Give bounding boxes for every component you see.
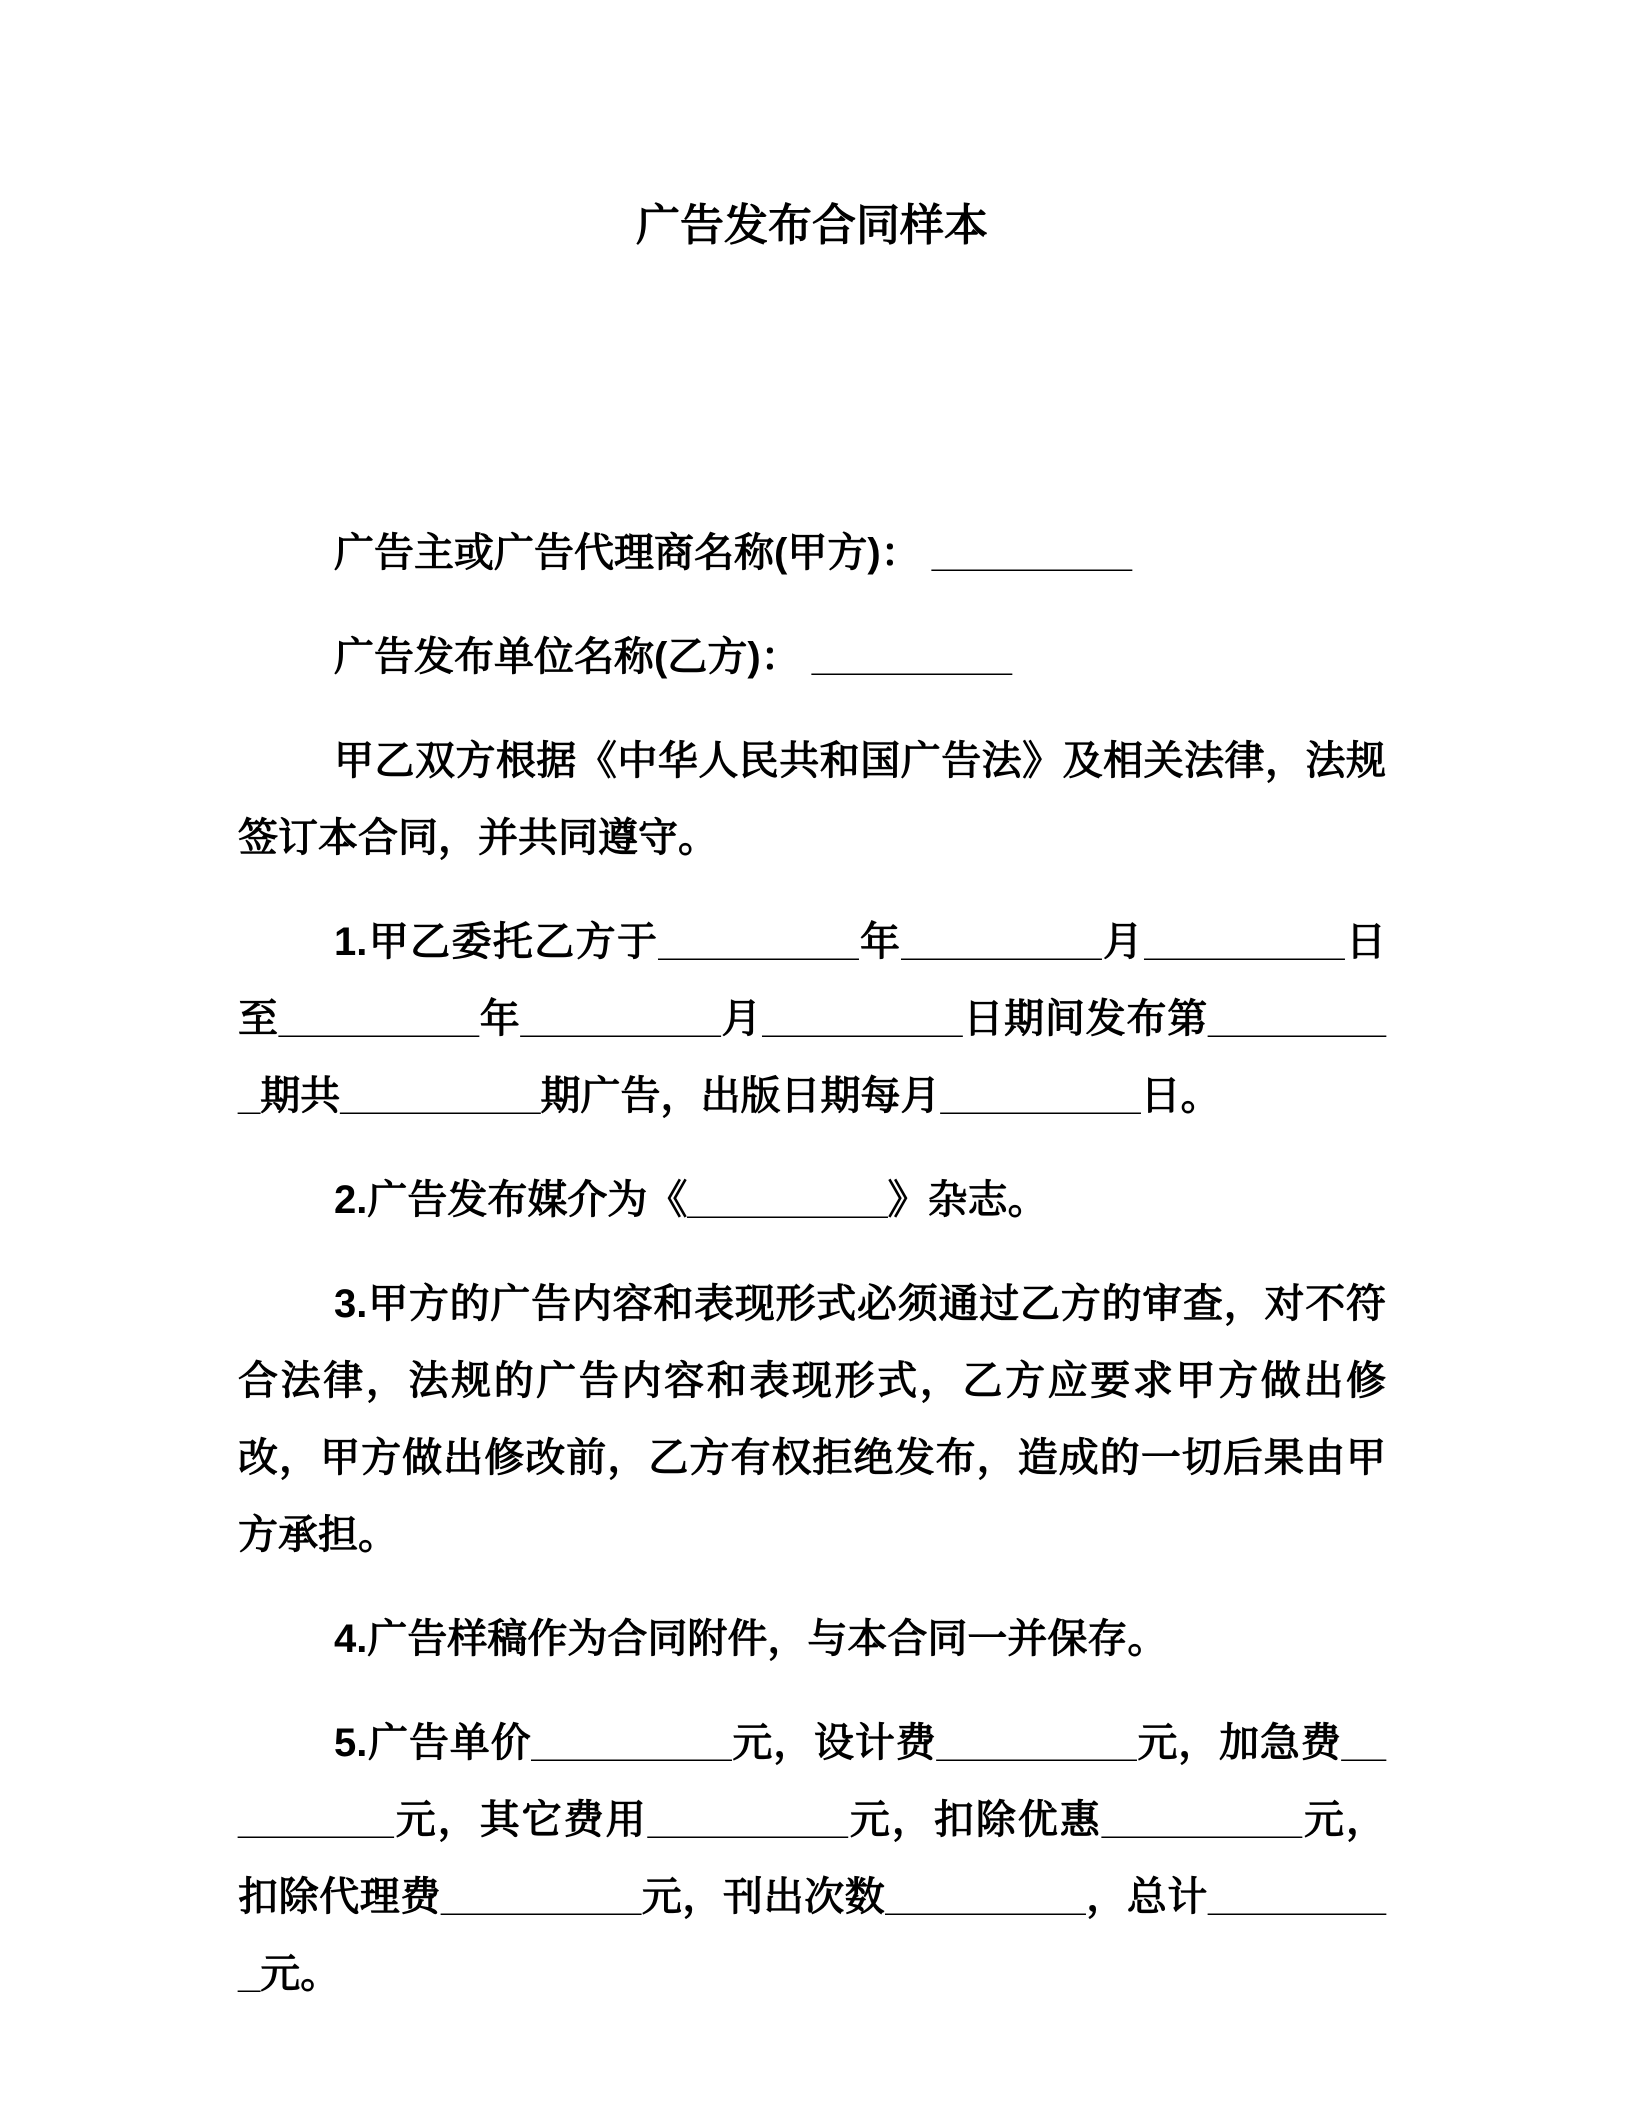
paragraph-clause-3-review: 3.甲方的广告内容和表现形式必须通过乙方的审查，对不符合法律，法规的广告内容和表现形式，乙方应要求甲方做出修改，甲方做出修改前，乙方有权拒绝发布，造成的一切后果由甲方承担。 (238, 1281, 1386, 1557)
paragraph-clause-5-fees: 5.广告单价_________元，设计费_________元，加急费_________元，其它费用_________元，扣除优惠_________元，扣除代理费_________元，刊出次数_________，总计_________元。 (238, 1720, 1386, 1996)
paragraph-party-a-name: 广告主或广告代理商名称(甲方)： _________ (334, 530, 1132, 575)
paragraph-clause-4-sample-attachment: 4.广告样稿作为合同附件，与本合同一并保存。 (334, 1616, 1168, 1661)
document-title: 广告发布合同样本 (636, 201, 988, 250)
paragraph-clause-2-medium: 2.广告发布媒介为《_________》杂志。 (334, 1177, 1048, 1222)
paragraph-clause-1-schedule: 1.甲乙委托乙方于_________年_________月_________日至_________年_________月_________日期间发布第_________期共_________期广告，出版日期每月_________日。 (238, 919, 1386, 1118)
paragraph-preamble: 甲乙双方根据《中华人民共和国广告法》及相关法律，法规签订本合同，并共同遵守。 (238, 738, 1386, 860)
paragraph-party-b-name: 广告发布单位名称(乙方)： _________ (334, 634, 1012, 679)
